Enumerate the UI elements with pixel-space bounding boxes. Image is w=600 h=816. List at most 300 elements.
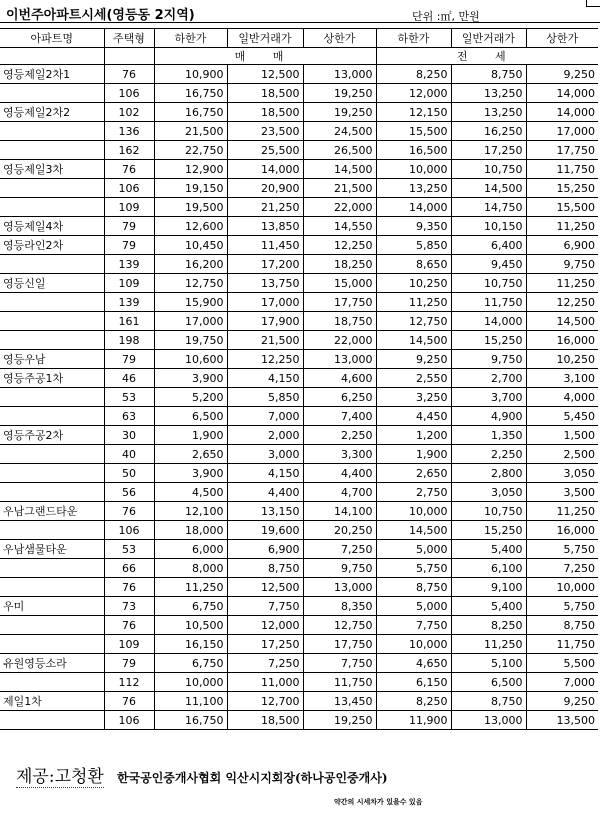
apartment-name-cell: 영등주공2차 <box>0 426 104 445</box>
price-cell: 9,750 <box>303 559 376 578</box>
table-row <box>0 198 598 217</box>
price-cell: 1,350 <box>451 426 526 445</box>
price-cell: 5,000 <box>376 597 451 616</box>
apartment-name-cell: 영등우남 <box>0 350 104 369</box>
unit-size-cell: 139 <box>104 293 154 312</box>
price-cell: 14,550 <box>303 217 376 236</box>
price-cell: 14,100 <box>303 502 376 521</box>
table-row <box>0 578 598 597</box>
price-cell: 4,150 <box>227 369 303 388</box>
price-cell: 6,500 <box>451 673 526 692</box>
price-cell: 2,250 <box>451 445 526 464</box>
unit-size-cell: 106 <box>104 521 154 540</box>
price-cell: 6,900 <box>526 236 598 255</box>
price-cell: 11,250 <box>526 217 598 236</box>
header-cell: 하한가 <box>376 29 451 48</box>
price-cell: 16,000 <box>526 521 598 540</box>
price-cell: 14,000 <box>526 84 598 103</box>
price-cell: 13,850 <box>227 217 303 236</box>
price-cell: 13,750 <box>227 274 303 293</box>
unit-size-cell: 66 <box>104 559 154 578</box>
apartment-name-cell <box>0 616 104 635</box>
price-cell: 10,600 <box>154 350 227 369</box>
unit-size-cell: 63 <box>104 407 154 426</box>
price-cell: 16,000 <box>526 331 598 350</box>
apartment-name-cell <box>0 578 104 597</box>
header-cell: 아파트명 <box>0 29 104 48</box>
header-cell: 주택형 <box>104 29 154 48</box>
price-cell: 10,250 <box>526 350 598 369</box>
table-row <box>0 635 598 654</box>
price-cell: 3,900 <box>154 369 227 388</box>
price-cell: 15,250 <box>451 521 526 540</box>
price-cell: 6,750 <box>154 597 227 616</box>
table-row <box>0 483 598 502</box>
page-title: 이번주아파트시세(영등동 2지역) <box>6 8 195 23</box>
price-cell: 10,900 <box>154 65 227 84</box>
price-cell: 16,750 <box>154 711 227 730</box>
price-cell: 17,000 <box>227 293 303 312</box>
price-cell: 8,250 <box>376 65 451 84</box>
price-cell: 7,250 <box>303 540 376 559</box>
unit-size-cell: 46 <box>104 369 154 388</box>
price-cell: 6,900 <box>227 540 303 559</box>
apartment-name-cell <box>0 293 104 312</box>
price-cell: 4,700 <box>303 483 376 502</box>
price-cell: 6,500 <box>154 407 227 426</box>
table-row <box>0 179 598 198</box>
unit-size-cell: 161 <box>104 312 154 331</box>
price-cell: 15,500 <box>526 198 598 217</box>
price-cell: 15,250 <box>526 179 598 198</box>
price-cell: 2,700 <box>451 369 526 388</box>
apartment-name-cell <box>0 255 104 274</box>
apartment-name-cell: 영등제일2차2 <box>0 103 104 122</box>
sale-group-label: 매 매 <box>154 48 376 65</box>
unit-size-cell: 76 <box>104 578 154 597</box>
price-cell: 19,600 <box>227 521 303 540</box>
price-cell: 6,150 <box>376 673 451 692</box>
group-spacer <box>0 48 104 65</box>
price-cell: 13,000 <box>451 711 526 730</box>
unit-size-cell: 106 <box>104 179 154 198</box>
price-cell: 7,750 <box>227 597 303 616</box>
price-cell: 23,500 <box>227 122 303 141</box>
price-table <box>0 28 598 730</box>
table-row <box>0 540 598 559</box>
header-cell: 상한가 <box>526 29 598 48</box>
price-cell: 17,250 <box>227 635 303 654</box>
price-cell: 7,750 <box>376 616 451 635</box>
price-cell: 13,250 <box>451 84 526 103</box>
price-cell: 17,250 <box>451 141 526 160</box>
price-cell: 11,100 <box>154 692 227 711</box>
table-row <box>0 521 598 540</box>
unit-size-cell: 73 <box>104 597 154 616</box>
unit-size-cell: 56 <box>104 483 154 502</box>
price-cell: 7,750 <box>303 654 376 673</box>
price-cell: 14,500 <box>376 331 451 350</box>
price-cell: 10,000 <box>526 578 598 597</box>
table-row <box>0 331 598 350</box>
price-cell: 6,250 <box>303 388 376 407</box>
price-cell: 10,500 <box>154 616 227 635</box>
price-cell: 11,250 <box>526 502 598 521</box>
table-row <box>0 426 598 445</box>
apartment-name-cell <box>0 388 104 407</box>
unit-size-cell: 50 <box>104 464 154 483</box>
group-header-row <box>0 48 598 65</box>
price-cell: 9,750 <box>526 255 598 274</box>
price-cell: 2,550 <box>376 369 451 388</box>
apartment-name-cell <box>0 407 104 426</box>
price-cell: 12,900 <box>154 160 227 179</box>
apartment-name-cell <box>0 483 104 502</box>
price-cell: 14,500 <box>376 521 451 540</box>
price-cell: 10,750 <box>451 502 526 521</box>
price-cell: 8,350 <box>303 597 376 616</box>
price-cell: 16,750 <box>154 84 227 103</box>
price-cell: 1,200 <box>376 426 451 445</box>
table-row <box>0 141 598 160</box>
price-cell: 17,750 <box>526 141 598 160</box>
price-cell: 11,250 <box>154 578 227 597</box>
price-cell: 5,750 <box>376 559 451 578</box>
apartment-name-cell: 우미 <box>0 597 104 616</box>
apartment-name-cell <box>0 198 104 217</box>
price-cell: 18,750 <box>303 312 376 331</box>
table-row <box>0 597 598 616</box>
price-cell: 13,450 <box>303 692 376 711</box>
price-cell: 17,200 <box>227 255 303 274</box>
unit-size-cell: 76 <box>104 65 154 84</box>
table-row <box>0 103 598 122</box>
price-cell: 12,150 <box>376 103 451 122</box>
price-cell: 3,500 <box>526 483 598 502</box>
unit-size-cell: 106 <box>104 84 154 103</box>
price-cell: 4,900 <box>451 407 526 426</box>
apartment-name-cell <box>0 179 104 198</box>
price-cell: 12,250 <box>227 350 303 369</box>
price-cell: 19,250 <box>303 84 376 103</box>
unit-size-cell: 109 <box>104 198 154 217</box>
price-cell: 5,400 <box>451 597 526 616</box>
apartment-name-cell: 유원영등소라 <box>0 654 104 673</box>
price-cell: 4,650 <box>376 654 451 673</box>
price-cell: 12,250 <box>526 293 598 312</box>
apartment-name-cell <box>0 711 104 730</box>
price-cell: 8,750 <box>526 616 598 635</box>
apartment-name-cell <box>0 521 104 540</box>
price-cell: 19,250 <box>303 103 376 122</box>
price-cell: 3,900 <box>154 464 227 483</box>
price-cell: 21,500 <box>154 122 227 141</box>
price-cell: 2,250 <box>303 426 376 445</box>
price-cell: 3,050 <box>526 464 598 483</box>
table-row <box>0 692 598 711</box>
price-cell: 12,000 <box>376 84 451 103</box>
price-cell: 18,500 <box>227 711 303 730</box>
association-label: 한국공인중개사협회 익산시지회장(하나공인중개사) <box>116 771 388 785</box>
price-cell: 15,000 <box>303 274 376 293</box>
price-cell: 4,600 <box>303 369 376 388</box>
price-cell: 14,000 <box>451 312 526 331</box>
price-cell: 13,000 <box>303 578 376 597</box>
price-cell: 3,250 <box>376 388 451 407</box>
price-cell: 2,650 <box>376 464 451 483</box>
unit-size-cell: 76 <box>104 692 154 711</box>
unit-size-cell: 109 <box>104 635 154 654</box>
price-cell: 5,200 <box>154 388 227 407</box>
price-cell: 9,750 <box>451 350 526 369</box>
price-cell: 5,450 <box>526 407 598 426</box>
table-row <box>0 84 598 103</box>
price-cell: 1,900 <box>376 445 451 464</box>
price-cell: 26,500 <box>303 141 376 160</box>
price-cell: 13,250 <box>451 103 526 122</box>
price-cell: 1,900 <box>154 426 227 445</box>
table-row <box>0 445 598 464</box>
price-cell: 8,650 <box>376 255 451 274</box>
table-row <box>0 388 598 407</box>
price-cell: 10,750 <box>451 274 526 293</box>
group-spacer <box>104 48 154 65</box>
price-cell: 2,000 <box>227 426 303 445</box>
price-cell: 14,500 <box>451 179 526 198</box>
price-cell: 13,150 <box>227 502 303 521</box>
price-cell: 3,050 <box>451 483 526 502</box>
title-divider <box>0 22 600 23</box>
unit-size-cell: 106 <box>104 711 154 730</box>
price-cell: 8,250 <box>451 616 526 635</box>
price-cell: 11,000 <box>227 673 303 692</box>
apartment-name-cell <box>0 312 104 331</box>
price-cell: 17,900 <box>227 312 303 331</box>
price-cell: 6,750 <box>154 654 227 673</box>
price-cell: 9,100 <box>451 578 526 597</box>
price-cell: 3,000 <box>227 445 303 464</box>
price-cell: 3,700 <box>451 388 526 407</box>
price-cell: 2,800 <box>451 464 526 483</box>
price-cell: 6,400 <box>451 236 526 255</box>
price-cell: 7,400 <box>303 407 376 426</box>
header-cell: 상한가 <box>303 29 376 48</box>
price-cell: 2,500 <box>526 445 598 464</box>
price-cell: 14,000 <box>376 198 451 217</box>
apartment-name-cell <box>0 122 104 141</box>
apartment-name-cell <box>0 141 104 160</box>
price-cell: 10,000 <box>154 673 227 692</box>
price-cell: 16,500 <box>376 141 451 160</box>
price-cell: 6,000 <box>154 540 227 559</box>
corner-mark <box>586 0 600 7</box>
price-cell: 5,000 <box>376 540 451 559</box>
price-cell: 14,000 <box>526 103 598 122</box>
price-cell: 11,250 <box>376 293 451 312</box>
header-cell: 일반거래가 <box>451 29 526 48</box>
apartment-name-cell <box>0 673 104 692</box>
price-cell: 11,750 <box>303 673 376 692</box>
price-cell: 8,750 <box>227 559 303 578</box>
price-cell: 8,750 <box>376 578 451 597</box>
price-cell: 18,500 <box>227 103 303 122</box>
price-cell: 4,500 <box>154 483 227 502</box>
unit-size-cell: 79 <box>104 350 154 369</box>
price-cell: 6,100 <box>451 559 526 578</box>
price-cell: 19,750 <box>154 331 227 350</box>
price-cell: 17,000 <box>154 312 227 331</box>
price-cell: 21,500 <box>303 179 376 198</box>
unit-size-cell: 79 <box>104 236 154 255</box>
price-cell: 12,750 <box>303 616 376 635</box>
unit-size-cell: 198 <box>104 331 154 350</box>
price-cell: 11,750 <box>451 293 526 312</box>
price-cell: 11,250 <box>526 274 598 293</box>
unit-size-cell: 79 <box>104 654 154 673</box>
table-row <box>0 350 598 369</box>
unit-label: 단위 :㎡, 만원 <box>412 10 480 23</box>
unit-size-cell: 40 <box>104 445 154 464</box>
price-cell: 12,750 <box>154 274 227 293</box>
price-cell: 5,100 <box>451 654 526 673</box>
unit-size-cell: 30 <box>104 426 154 445</box>
price-cell: 11,750 <box>526 160 598 179</box>
lease-group-label: 전 세 <box>376 48 598 65</box>
table-row <box>0 274 598 293</box>
price-cell: 14,750 <box>451 198 526 217</box>
price-cell: 10,450 <box>154 236 227 255</box>
price-cell: 10,000 <box>376 635 451 654</box>
provider-label: 제공:고청환 <box>16 767 104 787</box>
price-cell: 12,700 <box>227 692 303 711</box>
price-cell: 9,450 <box>451 255 526 274</box>
table-row <box>0 464 598 483</box>
price-cell: 13,000 <box>303 65 376 84</box>
price-cell: 15,250 <box>451 331 526 350</box>
apartment-name-cell: 영등제일2차1 <box>0 65 104 84</box>
apartment-name-cell <box>0 464 104 483</box>
price-cell: 21,500 <box>227 331 303 350</box>
price-cell: 16,150 <box>154 635 227 654</box>
price-cell: 24,500 <box>303 122 376 141</box>
apartment-name-cell: 영등제일4차 <box>0 217 104 236</box>
table-row <box>0 160 598 179</box>
table-row <box>0 502 598 521</box>
price-cell: 13,500 <box>526 711 598 730</box>
table-row <box>0 559 598 578</box>
apartment-name-cell <box>0 84 104 103</box>
price-cell: 17,750 <box>303 635 376 654</box>
apartment-name-cell <box>0 445 104 464</box>
unit-size-cell: 102 <box>104 103 154 122</box>
table-row <box>0 255 598 274</box>
unit-size-cell: 136 <box>104 122 154 141</box>
table-row <box>0 654 598 673</box>
price-cell: 25,500 <box>227 141 303 160</box>
apartment-name-cell: 영등주공1차 <box>0 369 104 388</box>
price-cell: 4,450 <box>376 407 451 426</box>
price-cell: 18,500 <box>227 84 303 103</box>
price-cell: 18,000 <box>154 521 227 540</box>
price-cell: 16,200 <box>154 255 227 274</box>
price-cell: 12,000 <box>227 616 303 635</box>
price-cell: 11,250 <box>451 635 526 654</box>
table-row <box>0 369 598 388</box>
apartment-name-cell: 우남그랜드타운 <box>0 502 104 521</box>
unit-size-cell: 162 <box>104 141 154 160</box>
apartment-name-cell: 제일1차 <box>0 692 104 711</box>
price-cell: 3,100 <box>526 369 598 388</box>
price-cell: 19,500 <box>154 198 227 217</box>
apartment-name-cell <box>0 635 104 654</box>
apartment-name-cell: 영등신일 <box>0 274 104 293</box>
unit-size-cell: 76 <box>104 160 154 179</box>
price-cell: 22,000 <box>303 198 376 217</box>
price-cell: 12,500 <box>227 578 303 597</box>
price-cell: 15,900 <box>154 293 227 312</box>
price-cell: 9,250 <box>376 350 451 369</box>
price-cell: 5,400 <box>451 540 526 559</box>
price-cell: 14,500 <box>303 160 376 179</box>
price-cell: 11,750 <box>526 635 598 654</box>
unit-size-cell: 53 <box>104 540 154 559</box>
price-cell: 15,500 <box>376 122 451 141</box>
price-cell: 10,750 <box>451 160 526 179</box>
price-cell: 10,000 <box>376 160 451 179</box>
price-cell: 16,750 <box>154 103 227 122</box>
price-cell: 5,500 <box>526 654 598 673</box>
price-cell: 16,250 <box>451 122 526 141</box>
price-cell: 5,750 <box>526 540 598 559</box>
price-cell: 4,000 <box>526 388 598 407</box>
price-cell: 17,750 <box>303 293 376 312</box>
apartment-name-cell: 영등제일3차 <box>0 160 104 179</box>
price-cell: 22,750 <box>154 141 227 160</box>
table-row <box>0 122 598 141</box>
price-cell: 12,250 <box>303 236 376 255</box>
apartment-name-cell <box>0 331 104 350</box>
price-cell: 8,000 <box>154 559 227 578</box>
table-row <box>0 312 598 331</box>
price-cell: 19,250 <box>303 711 376 730</box>
table-row <box>0 236 598 255</box>
price-cell: 22,000 <box>303 331 376 350</box>
price-cell: 10,250 <box>376 274 451 293</box>
price-cell: 7,000 <box>526 673 598 692</box>
price-cell: 14,000 <box>227 160 303 179</box>
table-row <box>0 293 598 312</box>
price-cell: 12,500 <box>227 65 303 84</box>
price-cell: 11,900 <box>376 711 451 730</box>
table-row <box>0 673 598 692</box>
disclaimer-note: 약간의 시세차가 있을수 있음 <box>334 798 423 806</box>
footer <box>16 762 388 787</box>
header-cell: 하한가 <box>154 29 227 48</box>
price-cell: 8,750 <box>451 65 526 84</box>
price-cell: 4,400 <box>303 464 376 483</box>
unit-size-cell: 76 <box>104 616 154 635</box>
price-cell: 7,250 <box>227 654 303 673</box>
unit-size-cell: 139 <box>104 255 154 274</box>
price-cell: 12,100 <box>154 502 227 521</box>
unit-size-cell: 76 <box>104 502 154 521</box>
price-cell: 2,650 <box>154 445 227 464</box>
price-cell: 7,250 <box>526 559 598 578</box>
price-cell: 5,750 <box>526 597 598 616</box>
price-cell: 11,450 <box>227 236 303 255</box>
unit-size-cell: 53 <box>104 388 154 407</box>
price-cell: 9,250 <box>526 692 598 711</box>
